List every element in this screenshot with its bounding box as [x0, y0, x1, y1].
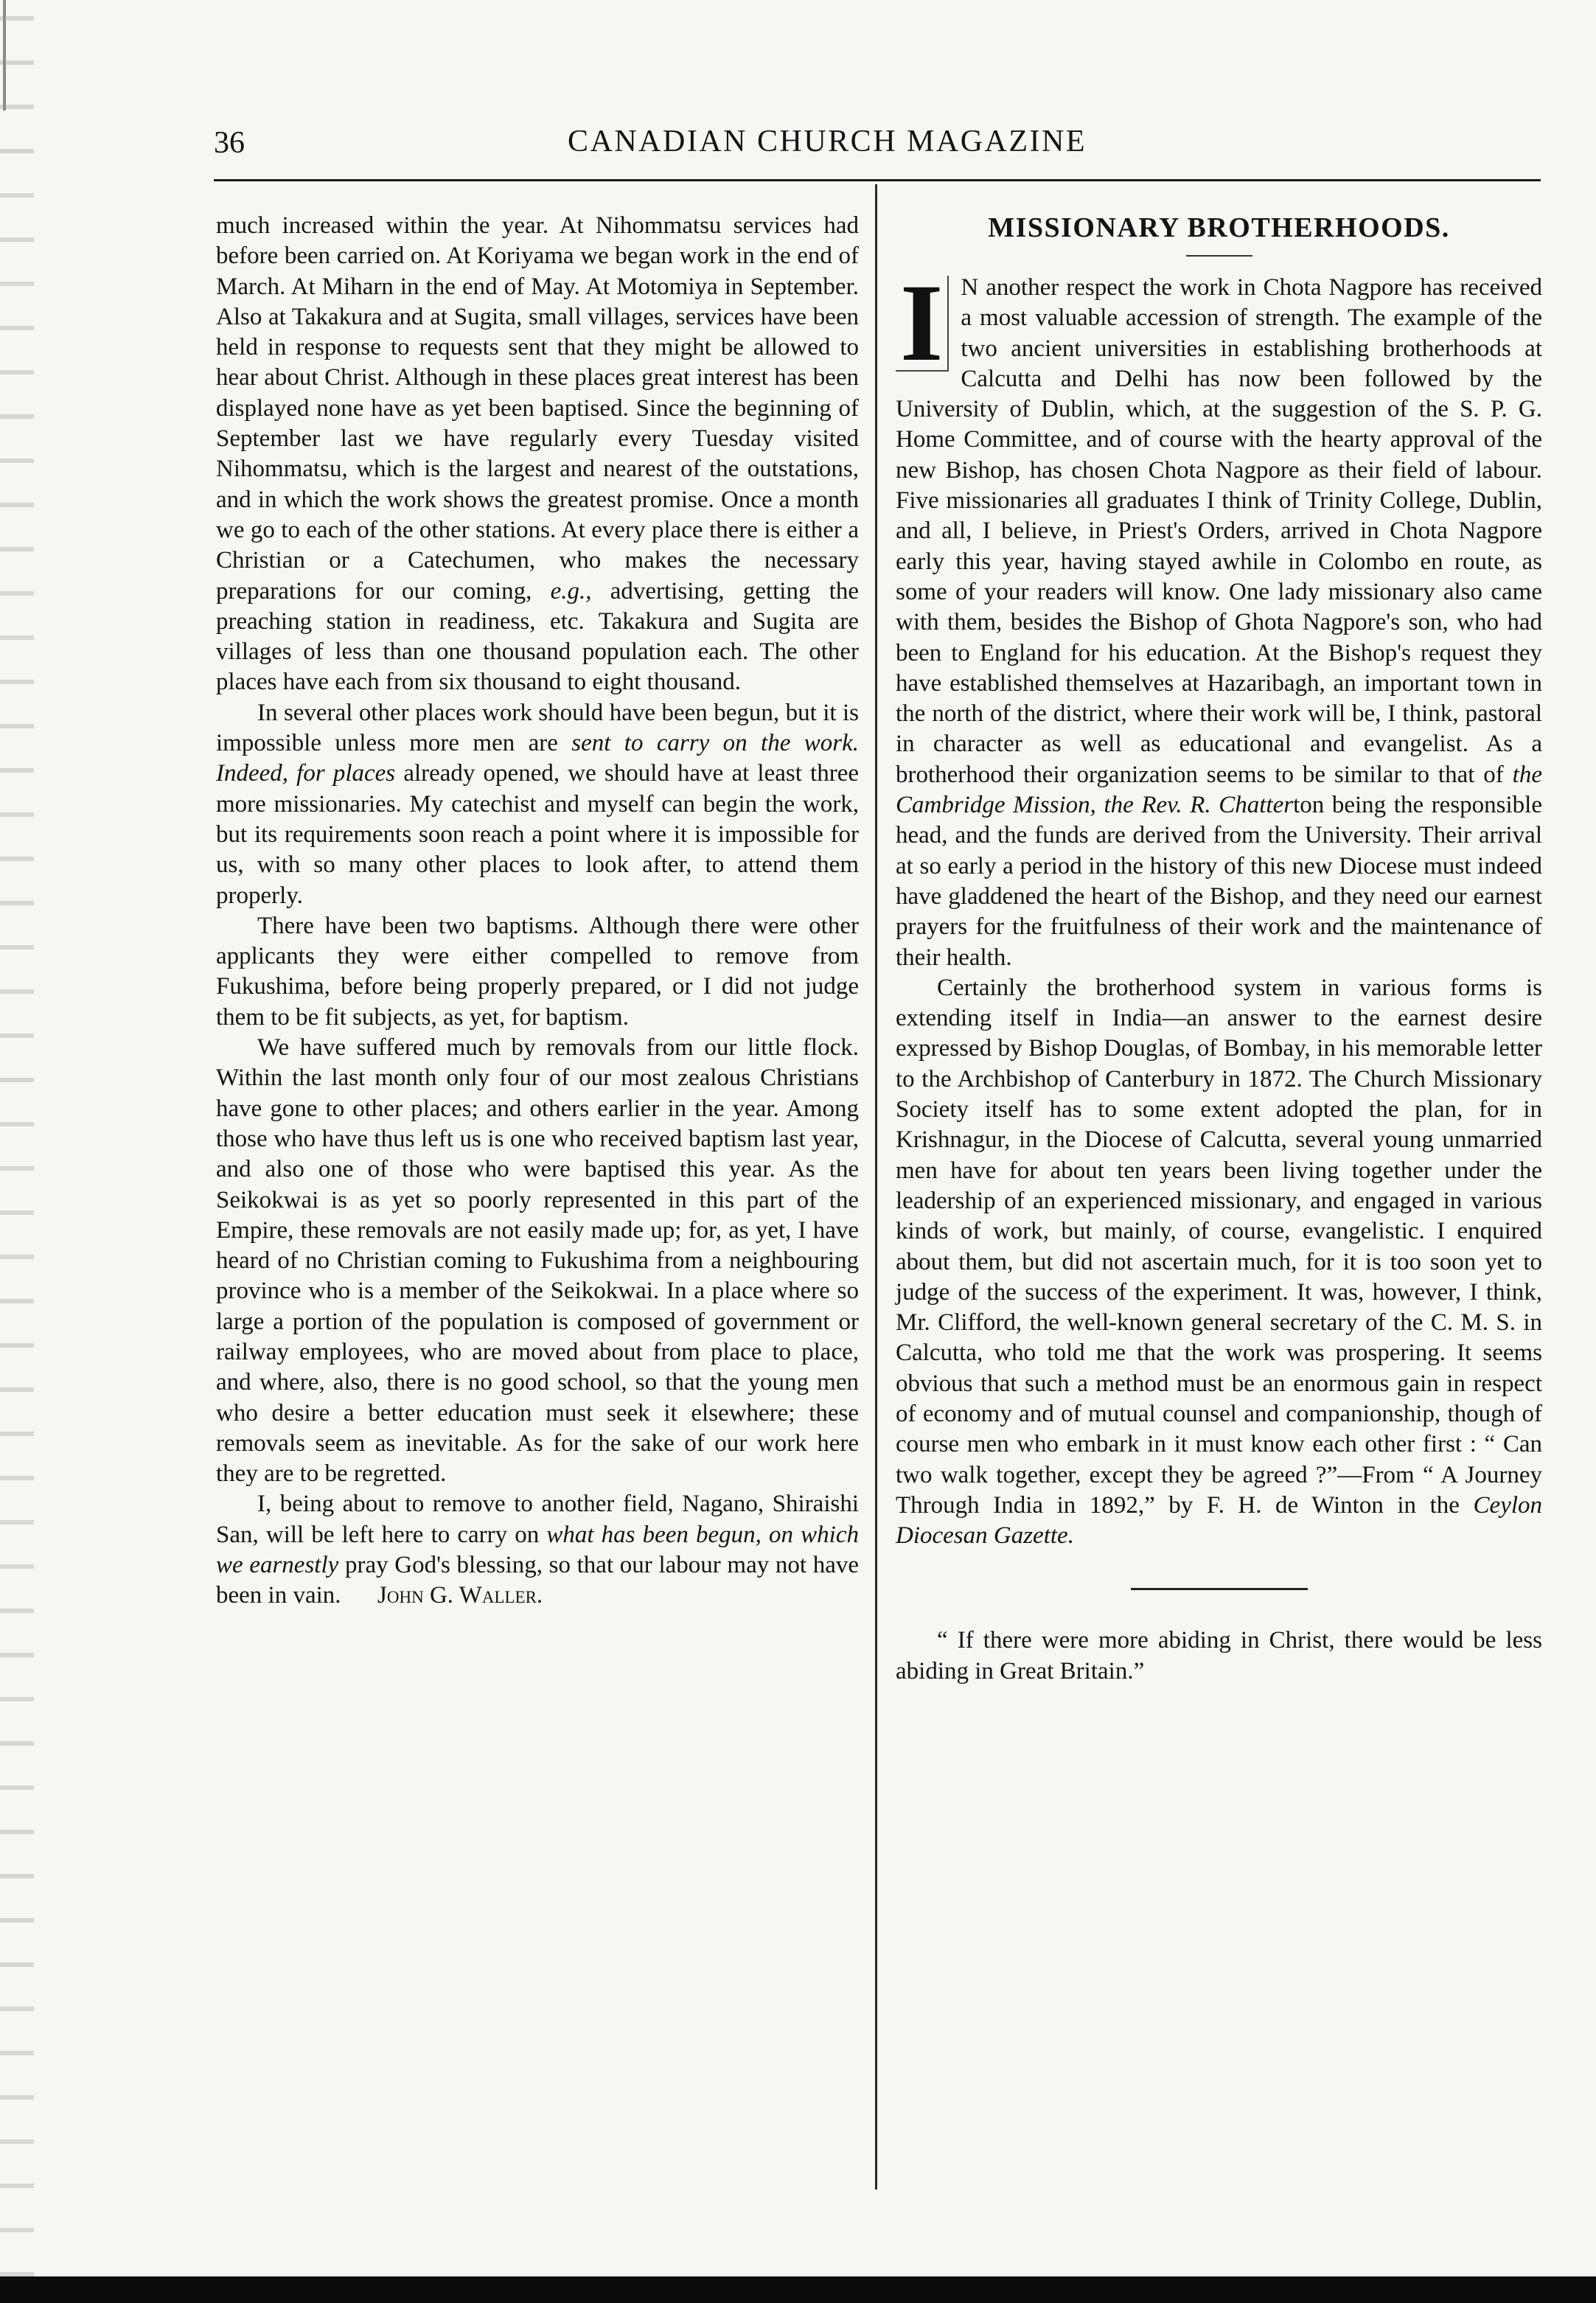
- paragraph: I N another respect the work in Chota Nagpore has received a most valuable accession of strength. The example of the two ancient universities in establishing brotherhoods at Calcutta and Delhi has now been followed by the University of Dublin, which, at the suggestion of the S. P. G. Home Committee, and of course with the hearty approval of the new Bishop, has chosen Chota Nagpore as their field of labour. Five missionaries all graduates I think of Trinity College, Dublin, and all, I believe, in Priest's Orders, arrived in Chota Nagpore early this year, having stayed awhile in Colombo en route, as some of your readers will know. One lady missionary also came with them, besides the Bishop of Ghota Nagpore's son, who had been to England for his education. At the Bishop's request they have established themselves at Hazaribagh, an important town in the north of the district, where their work will be, I think, pastoral in character as well as educational and evangelist. As a brotherhood their organization seems to be similar to that of the Cambridge Mission, the Rev. R. Chatterton being the responsible head, and the funds are derived from the University. Their arrival at so early a period in the history of this new Diocese must indeed have gladdened the heart of the Bishop, and they need our earnest prayers for the fruitfulness of their work and the maintenance of their health.: [896, 262, 1543, 971]
- source-citation: Ceylon Diocesan Gazette.: [896, 1491, 1543, 1550]
- right-column: [896, 211, 1542, 1687]
- paragraph: In several other places work should have been begun, but it is impossible unless more men are sent to carry on the work. Indeed, for places already opened, we should have at least three more missionaries. My catechist and myself can begin the work, but its requirements soon reach a point where it is impossible for us, with so many other places to look after, to attend them properly.: [216, 699, 860, 909]
- section-rule: [1131, 1588, 1308, 1590]
- page-number: 36: [214, 126, 245, 160]
- closing-quote: “ If there were more abiding in Christ, there would be less abiding in Great Britain.”: [896, 1627, 1542, 1684]
- paragraph: We have suffered much by removals from our little flock. Within the last month only four of our most zealous Christians have gone to other places; and others earlier in the year. Among those who have thus left us is one who received baptism last year, and also one of those who were baptised this year. As the Seikokwai is as yet so poorly represented in this part of the Empire, these removals are not easily made up; for, as yet, I have heard of no Christian coming to Fukushima from a neighbouring province who is a member of the Seikokwai. In a place where so large a portion of the population is composed of government or railway employees, who are moved about from place to place, and where, also, there is no good school, so that the young men who desire a better education must seek it elsewhere; these removals seem as inevitable. As for the sake of our work here they are to be regretted.: [216, 1034, 859, 1488]
- signature: John G. Waller.: [377, 1582, 543, 1609]
- paragraph: I, being about to remove to another field, Nagano, Shiraishi San, will be left here to carry on what has been begun, on which we earnestly pray God's blessing, so that our labour may not have been in vain. John G. Waller.: [216, 1491, 860, 1609]
- article-title: MISSIONARY BROTHERHOODS.: [988, 212, 1450, 243]
- left-column: [216, 211, 859, 1612]
- page-header: [214, 124, 1541, 168]
- column-divider: [875, 184, 877, 2189]
- paragraph: There have been two baptisms. Although there were other applicants they were either compelled to remove from Fukushima, before being properly prepared, or I did not judge them to be fit subjects, as yet, for baptism.: [216, 912, 859, 1031]
- paragraph: much increased within the year. At Nihommatsu services had before been carried on. At Koriyama we began work in the end of March. At Miharn in the end of May. At Motomiya in September. Also at Takakura and at Sugita, small villages, services have been held in response to requests sent that they might be allowed to hear about Christ. Although in these places great interest has been displayed none have as yet been baptised. Since the beginning of September last we have regularly every Tuesday visited Nihommatsu, which is the largest and nearest of the outstations, and in which the work shows the greatest promise. Once a month we go to each of the other stations. At every place there is either a Christian or a Catechumen, who makes the necessary preparations for our coming, e.g., advertising, getting the preaching station in readiness, etc. Takakura and Sugita are villages of less than one thousand population each. The other places have each from six thousand to eight thousand.: [216, 212, 859, 696]
- paragraph: Certainly the brotherhood system in various forms is extending itself in India—an answer to the earnest desire expressed by Bishop Douglas, of Bombay, in his memorable letter to the Archbishop of Canterbury in 1872. The Church Missionary Society itself has to some extent adopted the plan, for in Krishnagur, in the Diocese of Calcutta, several young unmarried men have for about ten years been living together under the leadership of an experienced missionary, and engaged in various kinds of work, but mainly, of course, evangelistic. I enquired about them, but did not ascertain much, for it is too soon yet to judge of the success of the experiment. It was, however, I think, Mr. Clifford, the well-known general secretary of the C. M. S. in Calcutta, who told me that the work was prospering. It seems obvious that such a method must be an enormous gain in respect of economy and of mutual counsel and companionship, though of course men who embark in it must know each other first : “ Can two walk together, except they be agreed ?”—From “ A Journey Through India in 1892,” by F. H. de Winton in the Ceylon Diocesan Gazette.: [896, 974, 1543, 1550]
- scan-bottom-edge: [0, 2276, 1596, 2303]
- running-title: CANADIAN CHURCH MAGAZINE: [568, 125, 1087, 158]
- binding-edge: [0, 0, 34, 2303]
- header-rule: [214, 179, 1541, 181]
- drop-cap: I: [896, 276, 949, 372]
- title-ornament: [1186, 255, 1252, 257]
